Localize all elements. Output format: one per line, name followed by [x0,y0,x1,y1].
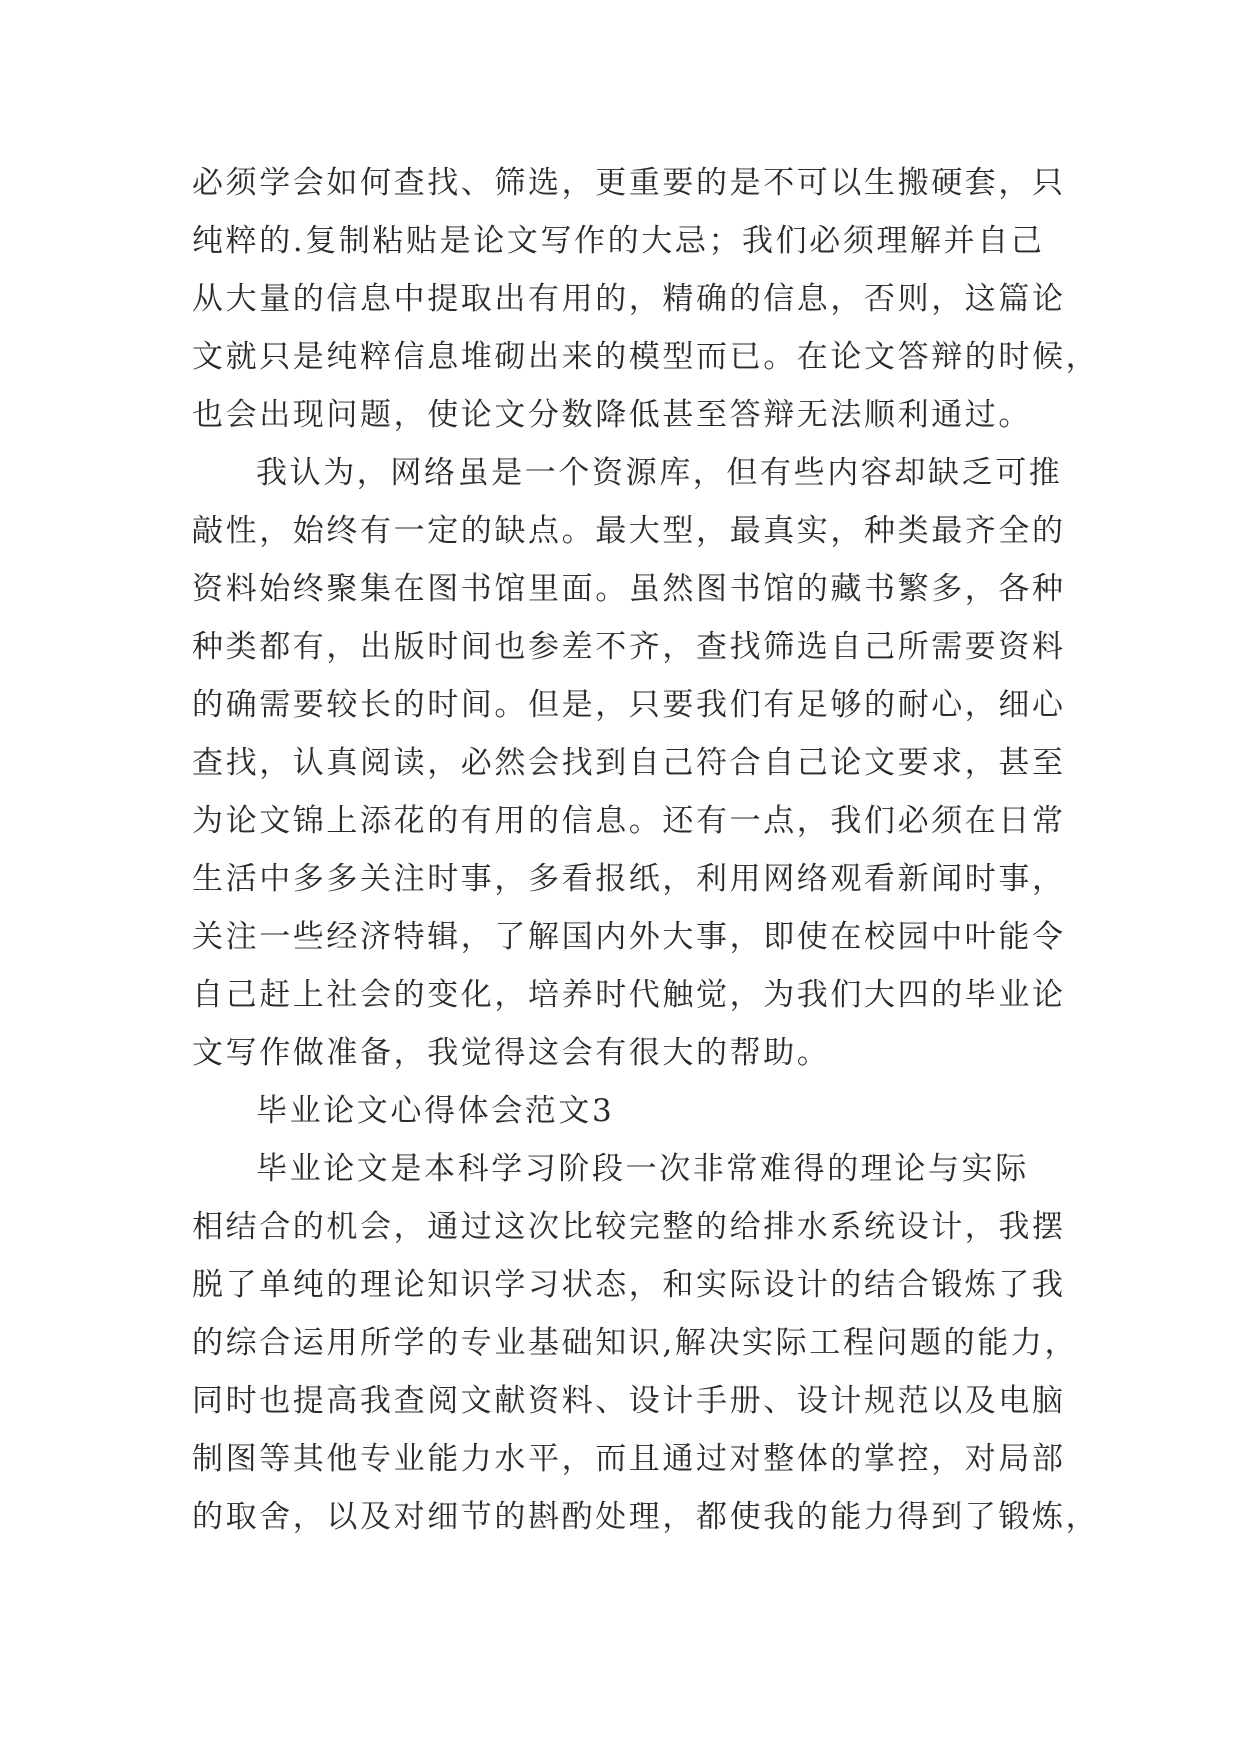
text-line: 必须学会如何查找、筛选，更重要的是不可以生搬硬套，只 [192,165,1066,201]
text-line: 文写作做准备，我觉得这会有很大的帮助。 [192,1035,831,1071]
document-body [192,154,1100,1546]
text-line: 我认为，网络虽是一个资源库，但有些内容却缺乏可推 [256,455,1063,491]
text-line: 也会出现问题，使论文分数降低甚至答辩无法顺利通过。 [192,397,1032,433]
text-line: 种类都有，出版时间也参差不齐，查找筛选自己所需要资料 [192,629,1066,665]
text-line: 从大量的信息中提取出有用的，精确的信息，否则，这篇论 [192,281,1066,317]
text-line: 相结合的机会，通过这次比较完整的给排水系统设计，我摆 [192,1209,1066,1245]
text-line: 文就只是纯粹信息堆砌出来的模型而已。在论文答辩的时候， [192,339,1100,375]
text-line: 关注一些经济特辑，了解国内外大事，即使在校园中叶能令 [192,919,1066,955]
text-line: 制图等其他专业能力水平，而且通过对整体的掌控，对局部 [192,1441,1066,1477]
text-line: 脱了单纯的理论知识学习状态，和实际设计的结合锻炼了我 [192,1267,1066,1303]
text-line: 敲性，始终有一定的缺点。最大型，最真实，种类最齐全的 [192,513,1066,549]
text-line: 纯粹的.复制粘贴是论文写作的大忌；我们必须理解并自己 [192,223,1045,259]
text-line: 资料始终聚集在图书馆里面。虽然图书馆的藏书繁多，各种 [192,571,1066,607]
text-line: 的确需要较长的时间。但是，只要我们有足够的耐心，细心 [192,687,1066,723]
text-line: 为论文锦上添花的有用的信息。还有一点，我们必须在日常 [192,803,1066,839]
text-line: 查找，认真阅读，必然会找到自己符合自己论文要求，甚至 [192,745,1066,781]
text-line: 的取舍，以及对细节的斟酌处理，都使我的能力得到了锻炼， [192,1499,1100,1535]
text-line: 同时也提高我查阅文献资料、设计手册、设计规范以及电脑 [192,1383,1066,1419]
section-heading: 毕业论文心得体会范文3 [256,1093,615,1129]
text-line: 生活中多多关注时事，多看报纸，利用网络观看新闻时事， [192,861,1066,897]
text-line: 的综合运用所学的专业基础知识,解决实际工程问题的能力， [192,1325,1079,1361]
text-line: 自己赶上社会的变化，培养时代触觉，为我们大四的毕业论 [192,977,1066,1013]
text-line: 毕业论文是本科学习阶段一次非常难得的理论与实际 [256,1151,1029,1187]
